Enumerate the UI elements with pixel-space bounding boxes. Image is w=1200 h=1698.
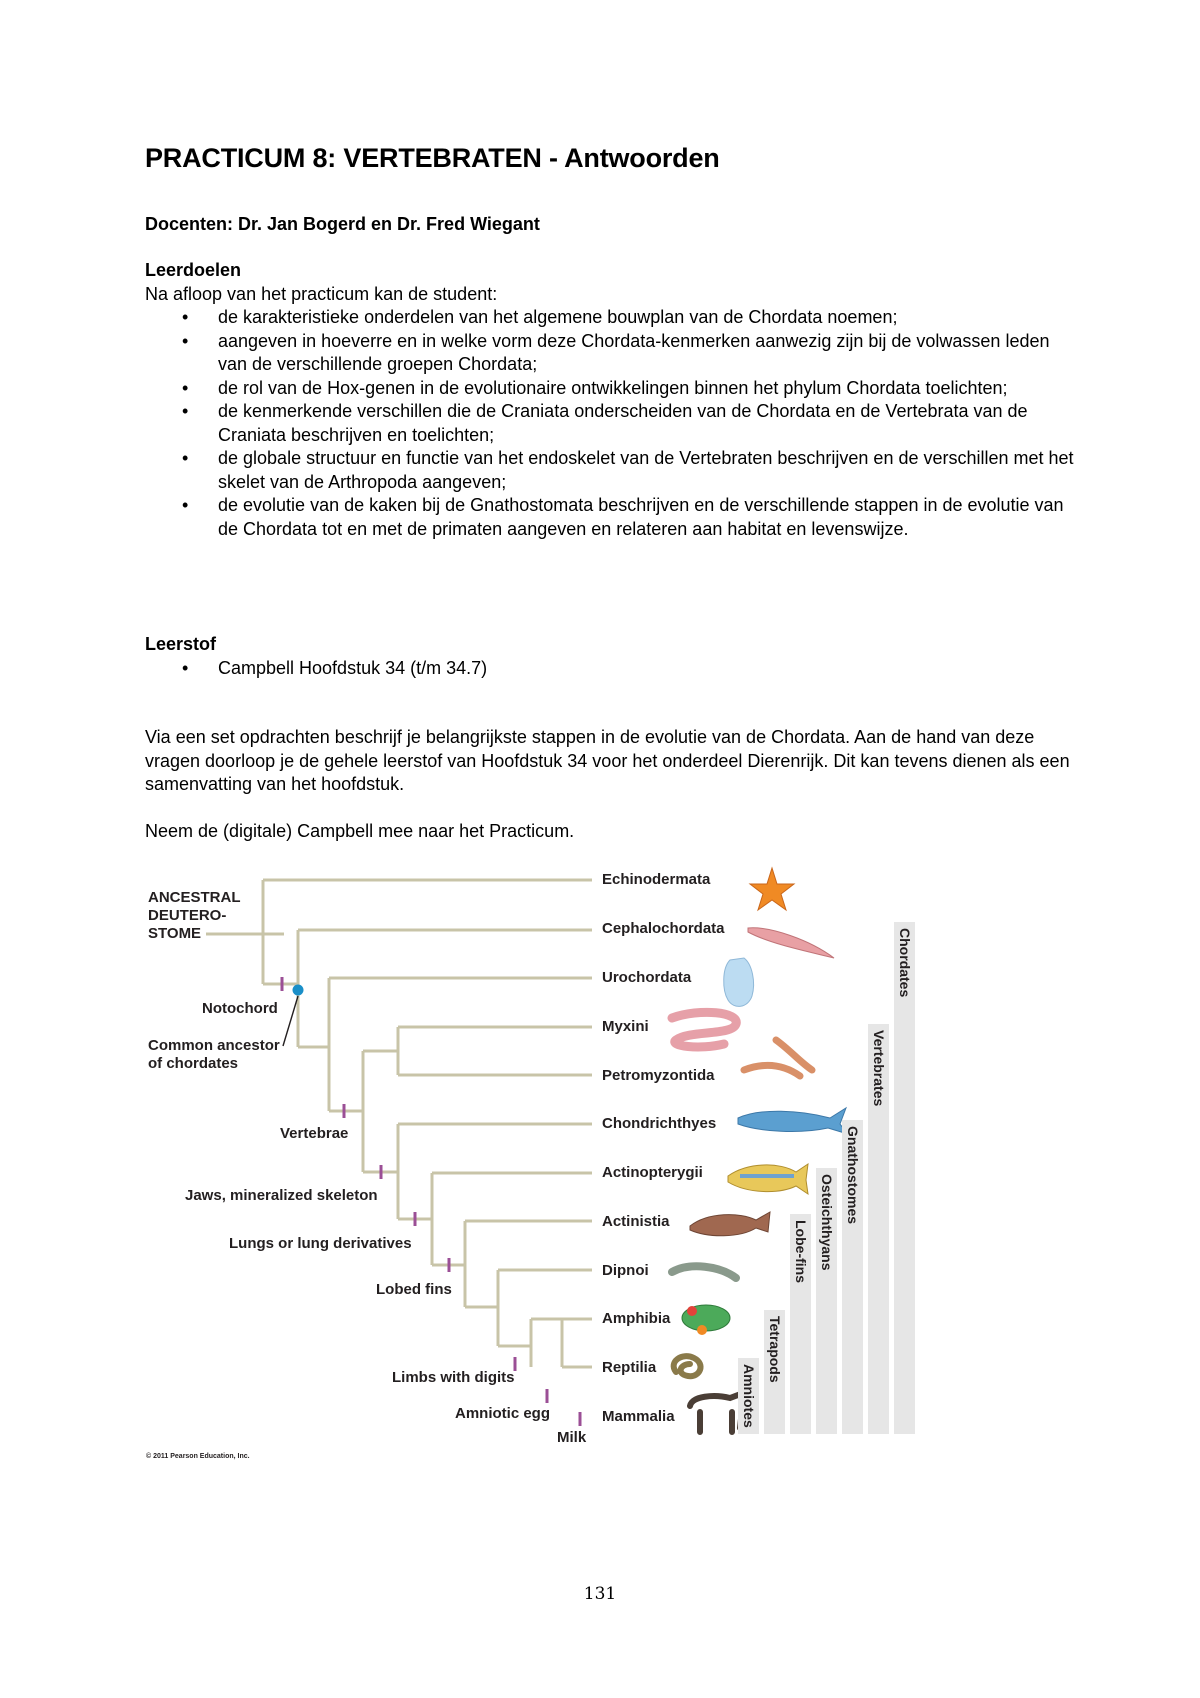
taxon-label: Chondrichthyes — [602, 1115, 717, 1132]
group-label-osteichthyans: Osteichthyans — [819, 1174, 835, 1271]
jaws-label: Jaws, mineralized skeleton — [185, 1187, 378, 1204]
taxon-label: Petromyzontida — [602, 1067, 715, 1084]
list-item: • de kenmerkende verschillen die de Craniata onderscheiden van de Chordata en de Vertebrata van de Craniata beschrijven en toelichten; — [145, 400, 1080, 447]
page-title: PRACTICUM 8: VERTEBRATEN - Antwoorden — [145, 143, 720, 173]
snake-icon — [674, 1356, 701, 1376]
taxon-label: Urochordata — [602, 969, 692, 986]
group-label-amniotes: Amniotes — [741, 1364, 757, 1428]
common-ancestor-label-2: of chordates — [148, 1055, 239, 1072]
taxon-label: Reptilia — [602, 1359, 657, 1376]
group-bar-chordates — [894, 922, 915, 1434]
goals-heading: Leerdoelen — [145, 260, 242, 280]
list-item: • Campbell Hoofdstuk 34 (t/m 34.7) — [145, 657, 1080, 681]
common-ancestor-dot — [293, 985, 304, 996]
group-label-lobe-fins: Lobe-fins — [793, 1220, 809, 1283]
taxon-label: Dipnoi — [602, 1262, 649, 1279]
taxon-label: Actinistia — [602, 1213, 670, 1230]
taxon-label: Cephalochordata — [602, 920, 725, 937]
shark-icon — [738, 1108, 848, 1134]
list-item: • de globale structuur en functie van het endoskelet van de Vertebraten beschrijven en de verschillen met het skelet van de Arthropoda aangeven; — [145, 447, 1080, 494]
list-item: • aangeven in hoeverre en in welke vorm deze Chordata-kenmerken aanwezig zijn bij de volwassen leden van de verschillende groepen Chordata; — [145, 330, 1080, 377]
copyright-note: © 2011 Pearson Education, Inc. — [146, 1453, 250, 1460]
note-paragraph: Neem de (digitale) Campbell mee naar het Practicum. — [145, 821, 575, 841]
lamprey-icon — [744, 1040, 812, 1076]
root-label-2: DEUTERO- — [148, 907, 227, 924]
ancestor-pointer — [283, 996, 298, 1046]
ray-finned-fish-icon — [728, 1164, 808, 1194]
amniotic-egg-label: Amniotic egg — [455, 1405, 551, 1422]
group-label-tetrapods: Tetrapods — [767, 1316, 783, 1383]
lobed-fins-label: Lobed fins — [376, 1281, 452, 1298]
list-item: • de evolutie van de kaken bij de Gnathostomata beschrijven en de verschillende stappen in de evolutie van de Chordata tot en met de primaten aangeven en relateren aan habitat en levenswijze. — [145, 494, 1080, 541]
starfish-icon — [750, 868, 794, 910]
vertebrae-label: Vertebrae — [280, 1125, 349, 1142]
taxon-label: Mammalia — [602, 1408, 675, 1425]
teachers-line: Docenten: Dr. Jan Bogerd en Dr. Fred Wiegant — [145, 214, 540, 234]
group-label-vertebrates: Vertebrates — [871, 1030, 887, 1107]
taxon-label: Actinopterygii — [602, 1164, 703, 1181]
list-item: • de rol van de Hox-genen in de evolutionaire ontwikkelingen binnen het phylum Chordata toelichten; — [145, 377, 1080, 401]
intro-paragraph: Via een set opdrachten beschrijf je belangrijkste stappen in de evolutie van de Chordata. Aan de hand van deze vragen doorloop je de gehele leerstof van Hoofdstuk 34 voor het onderdeel Dierenrijk. Dit kan tevens dienen als een samenvatting van het hoofdstuk. — [145, 727, 1070, 794]
taxon-label: Myxini — [602, 1018, 649, 1035]
group-label-gnathostomes: Gnathostomes — [845, 1126, 861, 1225]
common-ancestor-label-1: Common ancestor — [148, 1037, 280, 1054]
lungfish-icon — [672, 1266, 736, 1278]
taxon-label: Echinodermata — [602, 871, 711, 888]
root-label-1: ANCESTRAL — [148, 889, 241, 906]
page-number: 131 — [583, 1584, 617, 1604]
milk-label: Milk — [557, 1429, 587, 1446]
limbs-label: Limbs with digits — [392, 1369, 515, 1386]
lungs-label: Lungs or lung derivatives — [229, 1235, 412, 1252]
coelacanth-icon — [690, 1212, 770, 1236]
lancelet-icon — [748, 928, 834, 958]
goals-intro: Na afloop van het practicum kan de student: — [145, 284, 498, 304]
frog-eye-icon — [687, 1306, 697, 1316]
group-label-chordates: Chordates — [897, 928, 913, 998]
material-heading: Leerstof — [145, 634, 217, 654]
hagfish-icon — [672, 1012, 736, 1047]
frog-foot-icon — [697, 1325, 707, 1335]
root-label-3: STOME — [148, 925, 202, 942]
taxon-label: Amphibia — [602, 1310, 671, 1327]
notochord-label: Notochord — [202, 1000, 278, 1017]
tunicate-icon — [724, 958, 754, 1006]
list-item: • de karakteristieke onderdelen van het algemene bouwplan van de Chordata noemen; — [145, 306, 1080, 330]
